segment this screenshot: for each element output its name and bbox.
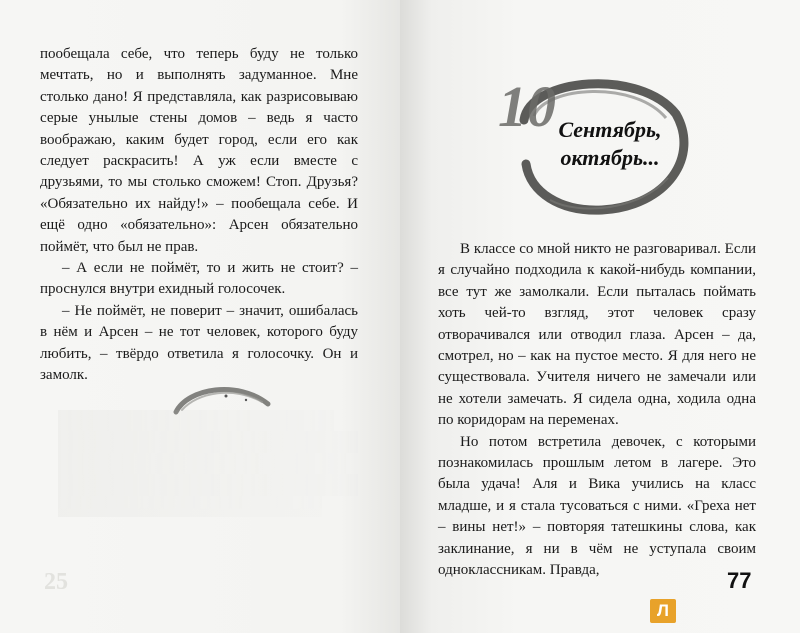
show-through-page-number: 25 [44,569,68,595]
publisher-logo-icon [650,599,676,623]
chapter-number: 10 [498,74,556,139]
publisher-logo-glyph: Л [657,601,669,620]
left-page-text [40,44,358,387]
page-number: 77 [727,568,752,593]
left-paragraph-2: – А если не поймёт, то и жить не стоит? – проснулся внутри ехидный голосочек. [40,260,358,298]
left-paragraph-3: – Не поймёт, не поверит – значит, ошибалась в нём и Арсен – не тот человек, которого буду любить, – твёрдо ответила я голосочку. Он и замолк. [40,302,358,384]
left-paragraph-1: пообещала себе, что теперь буду не только мечтать, но и выполнять задуманное. Мне столько дано! Я представляла, как разрисовываю серые унылые стены домов – ведь я часто воображаю, каким будет город, если его как следует раскрасить! А уж если вместе с друзьями, то мы столько сможем! Стоп. Друзья? «Обязательно их найду!» – пообещала себе. И ещё одно «обязательно»: Арсен обязательно поймёт, что был не прав. [40,46,358,255]
chapter-heading [490,60,700,230]
chapter-title [530,116,690,172]
right-page-text [438,239,756,582]
show-through-text [58,410,358,517]
chapter-title-line-1: Сентябрь, [558,117,662,142]
right-paragraph-1: В классе со мной никто не разговаривал. Если я случайно подходила к какой-нибудь компании, все тут же замолкали. Если пыталась поймать хоть чей-то взгляд, этот человек сразу отворачивался или отводил глаза. Арсен – да, смотрел, но – как на пустое место. Я для него не существовала. Учителя ничего не замечали или не хотели замечать. Я сидела одна, ходила одна по коридорам на переменах. [438,241,756,429]
chapter-title-line-2: октябрь... [560,145,660,170]
right-paragraph-2: Но потом встретила девочек, с которыми познакомилась прошлым летом в лагере. Это была удача! Аля и Вика учились на класс младше, и я стала тусоваться с ними. «Греха нет – вины нет!» – повторяя татешкины слова, как заклинание, я ни в чём не уступала своим одноклассникам. Правда, [438,433,756,579]
